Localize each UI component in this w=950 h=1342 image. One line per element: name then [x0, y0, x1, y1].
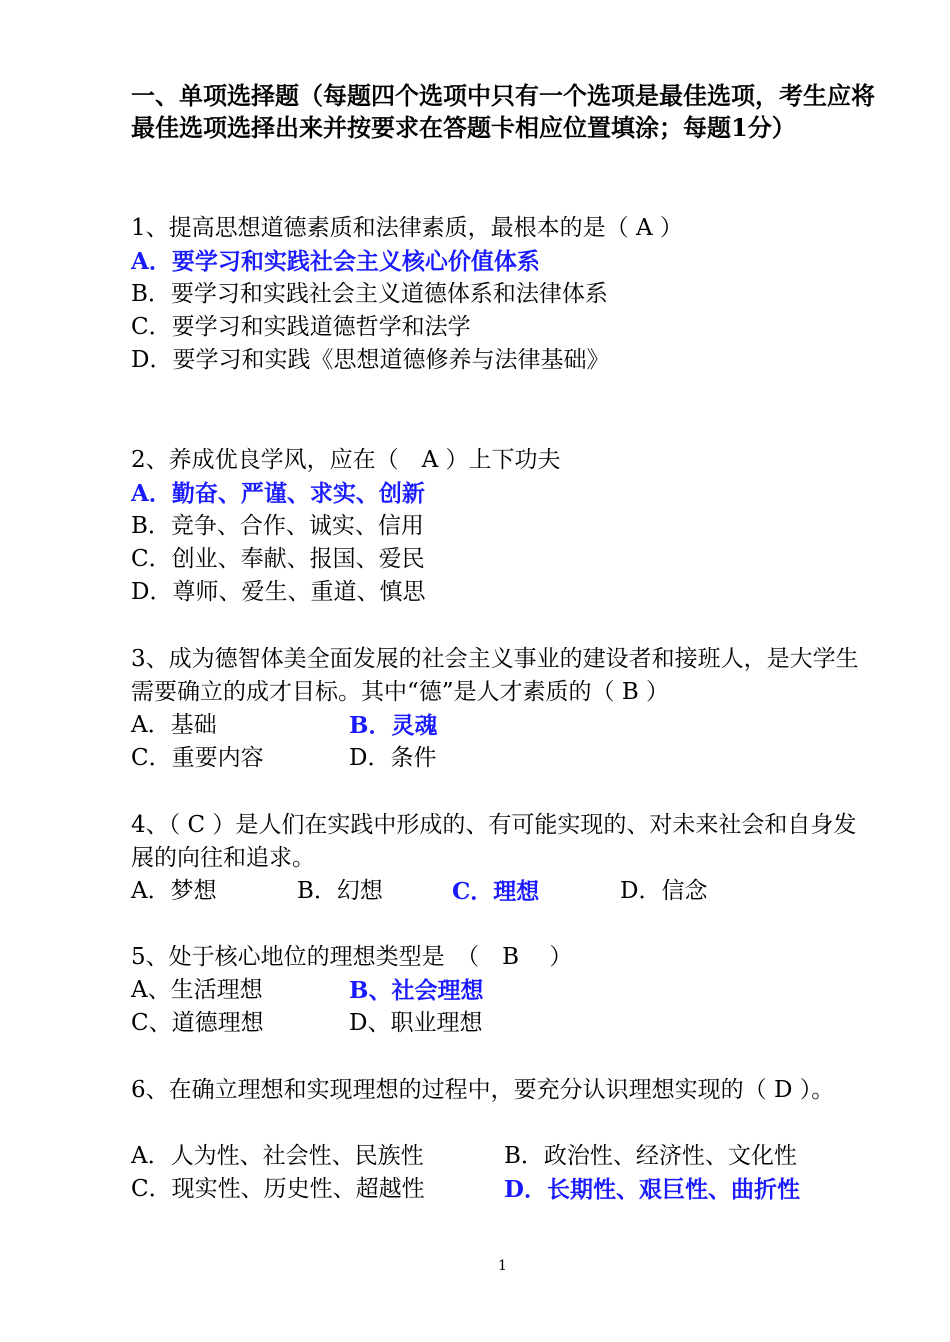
question-1-option-c: C．要学习和实践道德哲学和法学	[131, 314, 471, 340]
question-5-option-b: B、社会理想	[349, 977, 484, 1004]
page-number: 1	[498, 1258, 507, 1274]
question-4-option-a: A．梦想	[131, 878, 217, 904]
question-5-stem: 5、处于核心地位的理想类型是 （ B ）	[131, 944, 573, 970]
question-4-option-c: C．理想	[452, 878, 540, 905]
question-1-option-d: D．要学习和实践《思想道德修养与法律基础》	[131, 347, 610, 373]
question-4-option-b: B．幻想	[297, 878, 383, 904]
question-6-option-b: B．政治性、经济性、文化性	[504, 1143, 797, 1169]
question-3-stem: 3、成为德智体美全面发展的社会主义事业的建设者和接班人，是大学生需要确立的成才目标。其中“德”是人才素质的（ B ）	[131, 646, 859, 705]
question-6-option-c: C．现实性、历史性、超越性	[131, 1176, 425, 1202]
question-4-stem: 4、（ C ）是人们在实践中形成的、有可能实现的、对未来社会和自身发展的向往和追求。	[131, 812, 857, 871]
question-2-option-d: D．尊师、爱生、重道、慎思	[131, 579, 426, 605]
question-6-option-d: D．长期性、艰巨性、曲折性	[504, 1176, 800, 1203]
question-1-stem: 1、提高思想道德素质和法律素质，最根本的是（ A ）	[131, 215, 683, 241]
question-3-option-c: C．重要内容	[131, 745, 264, 771]
question-6-option-a: A．人为性、社会性、民族性	[131, 1143, 424, 1169]
question-4-option-d: D．信念	[620, 878, 708, 904]
section-title: 一、单项选择题（每题四个选项中只有一个选项是最佳选项，考生应将最佳选项选择出来并按要求在答题卡相应位置填涂；每题1分）	[131, 81, 875, 142]
question-1-option-a: A．要学习和实践社会主义核心价值体系	[131, 248, 540, 275]
question-5-option-d: D、职业理想	[349, 1010, 483, 1036]
question-3-option-a: A．基础	[131, 712, 217, 738]
question-2-stem: 2、养成优良学风，应在（ A ）上下功夫	[131, 447, 561, 473]
question-3-option-d: D．条件	[349, 745, 437, 771]
question-3-option-b: B．灵魂	[349, 712, 438, 739]
question-1-option-b: B．要学习和实践社会主义道德体系和法律体系	[131, 281, 608, 307]
question-2-option-c: C．创业、奉献、报国、爱民	[131, 546, 425, 572]
question-2-option-a: A．勤奋、严谨、求实、创新	[131, 480, 425, 507]
question-2-option-b: B．竞争、合作、诚实、信用	[131, 513, 424, 539]
question-6-stem: 6、在确立理想和实现理想的过程中，要充分认识理想实现的（ D ）。	[131, 1077, 835, 1103]
question-5-option-c: C、道德理想	[131, 1010, 264, 1036]
question-5-option-a: A、生活理想	[131, 977, 263, 1003]
